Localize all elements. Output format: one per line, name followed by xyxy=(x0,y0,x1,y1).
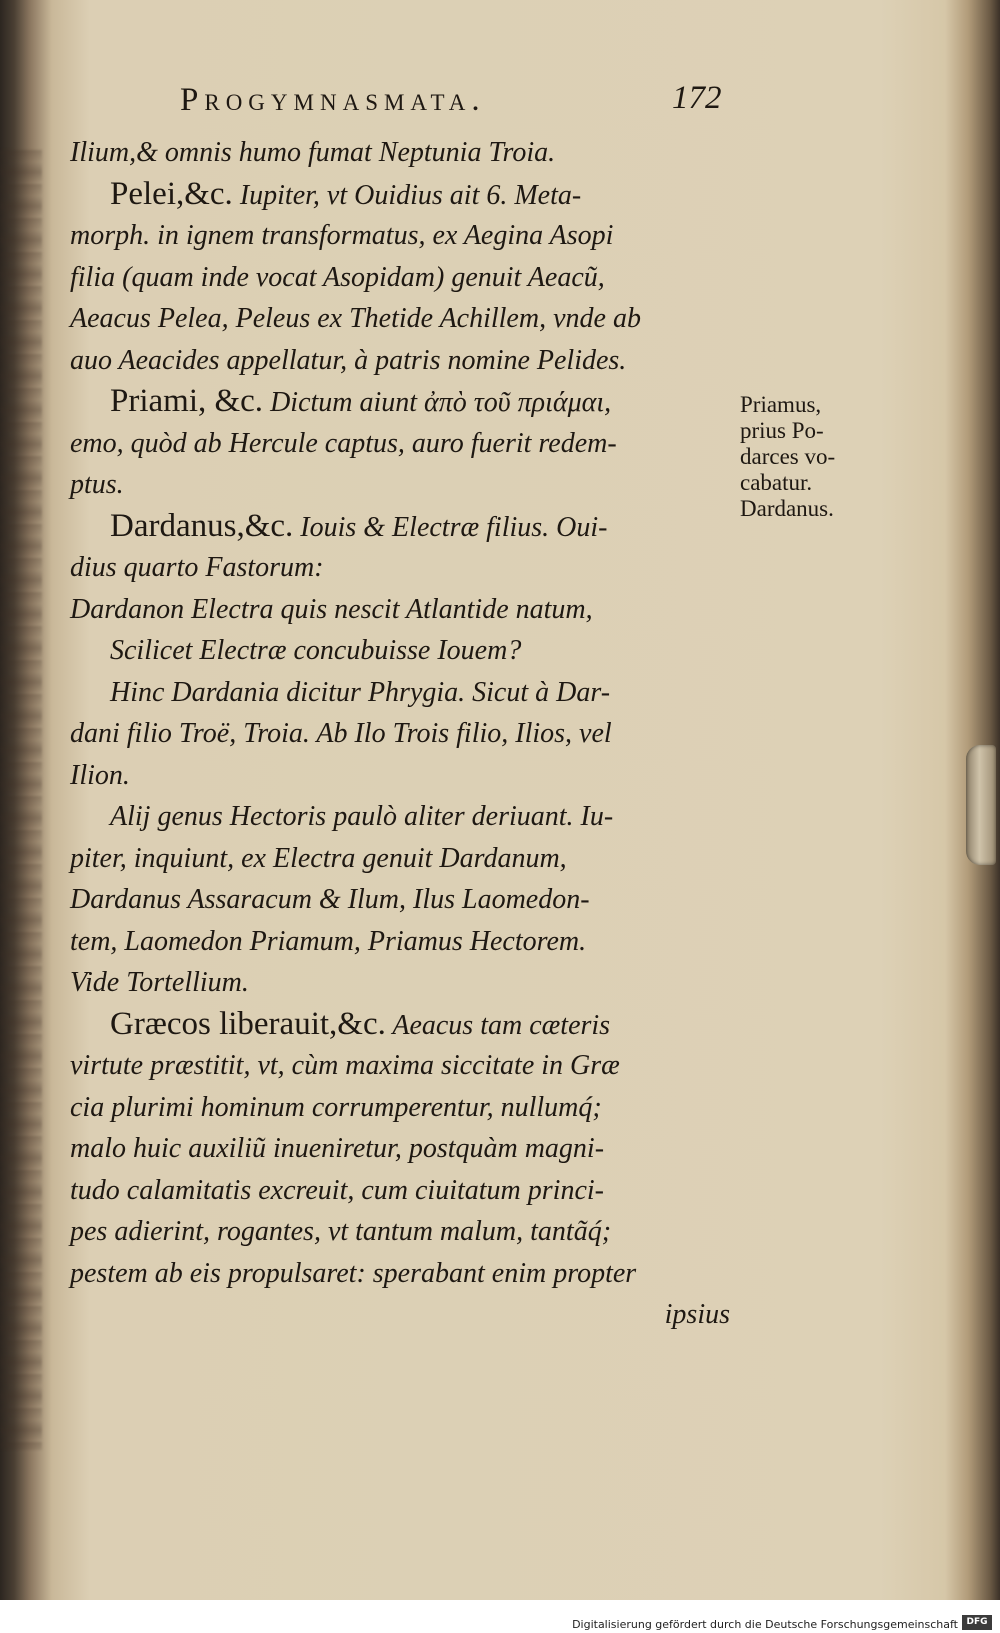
margin-notes xyxy=(740,392,900,522)
text-line: filia (quam inde vocat Asopidam) genuit Aeacũ, xyxy=(70,261,605,293)
margin-note-line: Dardanus. xyxy=(740,496,834,521)
margin-note-line: Priamus, xyxy=(740,392,822,417)
text-line: Dardanon Electra quis nescit Atlantide natum, xyxy=(70,593,593,625)
text-line: tudo calamitatis excreuit, cum ciuitatum princi- xyxy=(70,1174,604,1206)
dfg-logo: DFG xyxy=(962,1615,992,1630)
text-line: Dardanus Assaracum & Ilum, Ilus Laomedon- xyxy=(70,884,590,915)
binding-shadow xyxy=(0,150,42,1450)
text-line: pestem ab eis propulsaret: sperabant enim propter xyxy=(70,1257,637,1289)
text-line: dius quarto Fastorum: xyxy=(70,552,324,583)
lemma: Priami, &c. xyxy=(110,383,264,419)
text-line: pes adierint, rogantes, vt tantum malum, tantãq́; xyxy=(70,1216,612,1247)
text-line: ptus. xyxy=(70,469,124,500)
text-line: Scilicet Electræ concubuisse Iouem? xyxy=(110,635,522,666)
text-line: Vide Tortellium. xyxy=(70,967,249,998)
catchword: ipsius xyxy=(664,1299,730,1330)
text-line: morph. in ignem transformatus, ex Aegina Asopi xyxy=(70,220,614,251)
lemma: Dardanus,&c. xyxy=(110,507,294,544)
digitization-credit: Digitalisierung gefördert durch die Deutsche Forschungsgemeinschaft xyxy=(572,1618,958,1631)
running-header: Progymnasmata. xyxy=(180,82,486,118)
lemma: Pelei,&c. xyxy=(110,175,233,212)
page-number: 172 xyxy=(672,80,722,116)
text-line: dani filio Troë, Troia. Ab Ilo Trois filio, Ilios, vel xyxy=(70,718,612,749)
text-line: Græcos liberauit,&c. Aeacus tam cæteris xyxy=(110,1005,611,1042)
margin-note-line: darces vo- xyxy=(740,444,836,469)
lemma: Græcos liberauit,&c. xyxy=(110,1005,386,1042)
text-line: virtute præstitit, vt, cùm maxima siccitate in Græ xyxy=(70,1050,620,1081)
text-line: Pelei,&c. Iupiter, vt Ouidius ait 6. Meta- xyxy=(110,175,582,212)
text-line: Priami, &c. Dictum aiunt ἀπὸ τοῦ πριάμαι, xyxy=(110,383,612,419)
text-line: Ilium,& omnis humo fumat Neptunia Troia. xyxy=(70,137,556,168)
text-line: Aeacus Pelea, Peleus ex Thetide Achillem, vnde ab xyxy=(70,303,641,334)
text-line: auo Aeacides appellatur, à patris nomine Pelides. xyxy=(70,344,627,376)
text-line: Ilion. xyxy=(70,759,130,791)
text-line: Hinc Dardania dicitur Phrygia. Sicut à Dar- xyxy=(110,676,611,708)
text-line: emo, quòd ab Hercule captus, auro fuerit redem- xyxy=(70,427,617,459)
margin-note-line: prius Po- xyxy=(740,418,824,443)
text-line: malo huic auxiliũ inueniretur, postquàm magni- xyxy=(70,1133,605,1164)
margin-note-line: cabatur. xyxy=(740,470,813,495)
book-clasp xyxy=(966,745,996,865)
text-line: tem, Laomedon Priamum, Priamus Hectorem. xyxy=(70,925,587,957)
text-line: Alij genus Hectoris paulò aliter deriuant. Iu- xyxy=(110,801,614,832)
body-text xyxy=(70,132,730,1336)
text-line: cia plurimi hominum corrumperentur, nullumq́; xyxy=(70,1091,602,1123)
text-line: piter, inquiunt, ex Electra genuit Dardanum, xyxy=(70,842,567,874)
text-line: Dardanus,&c. Iouis & Electræ filius. Oui- xyxy=(110,507,608,544)
